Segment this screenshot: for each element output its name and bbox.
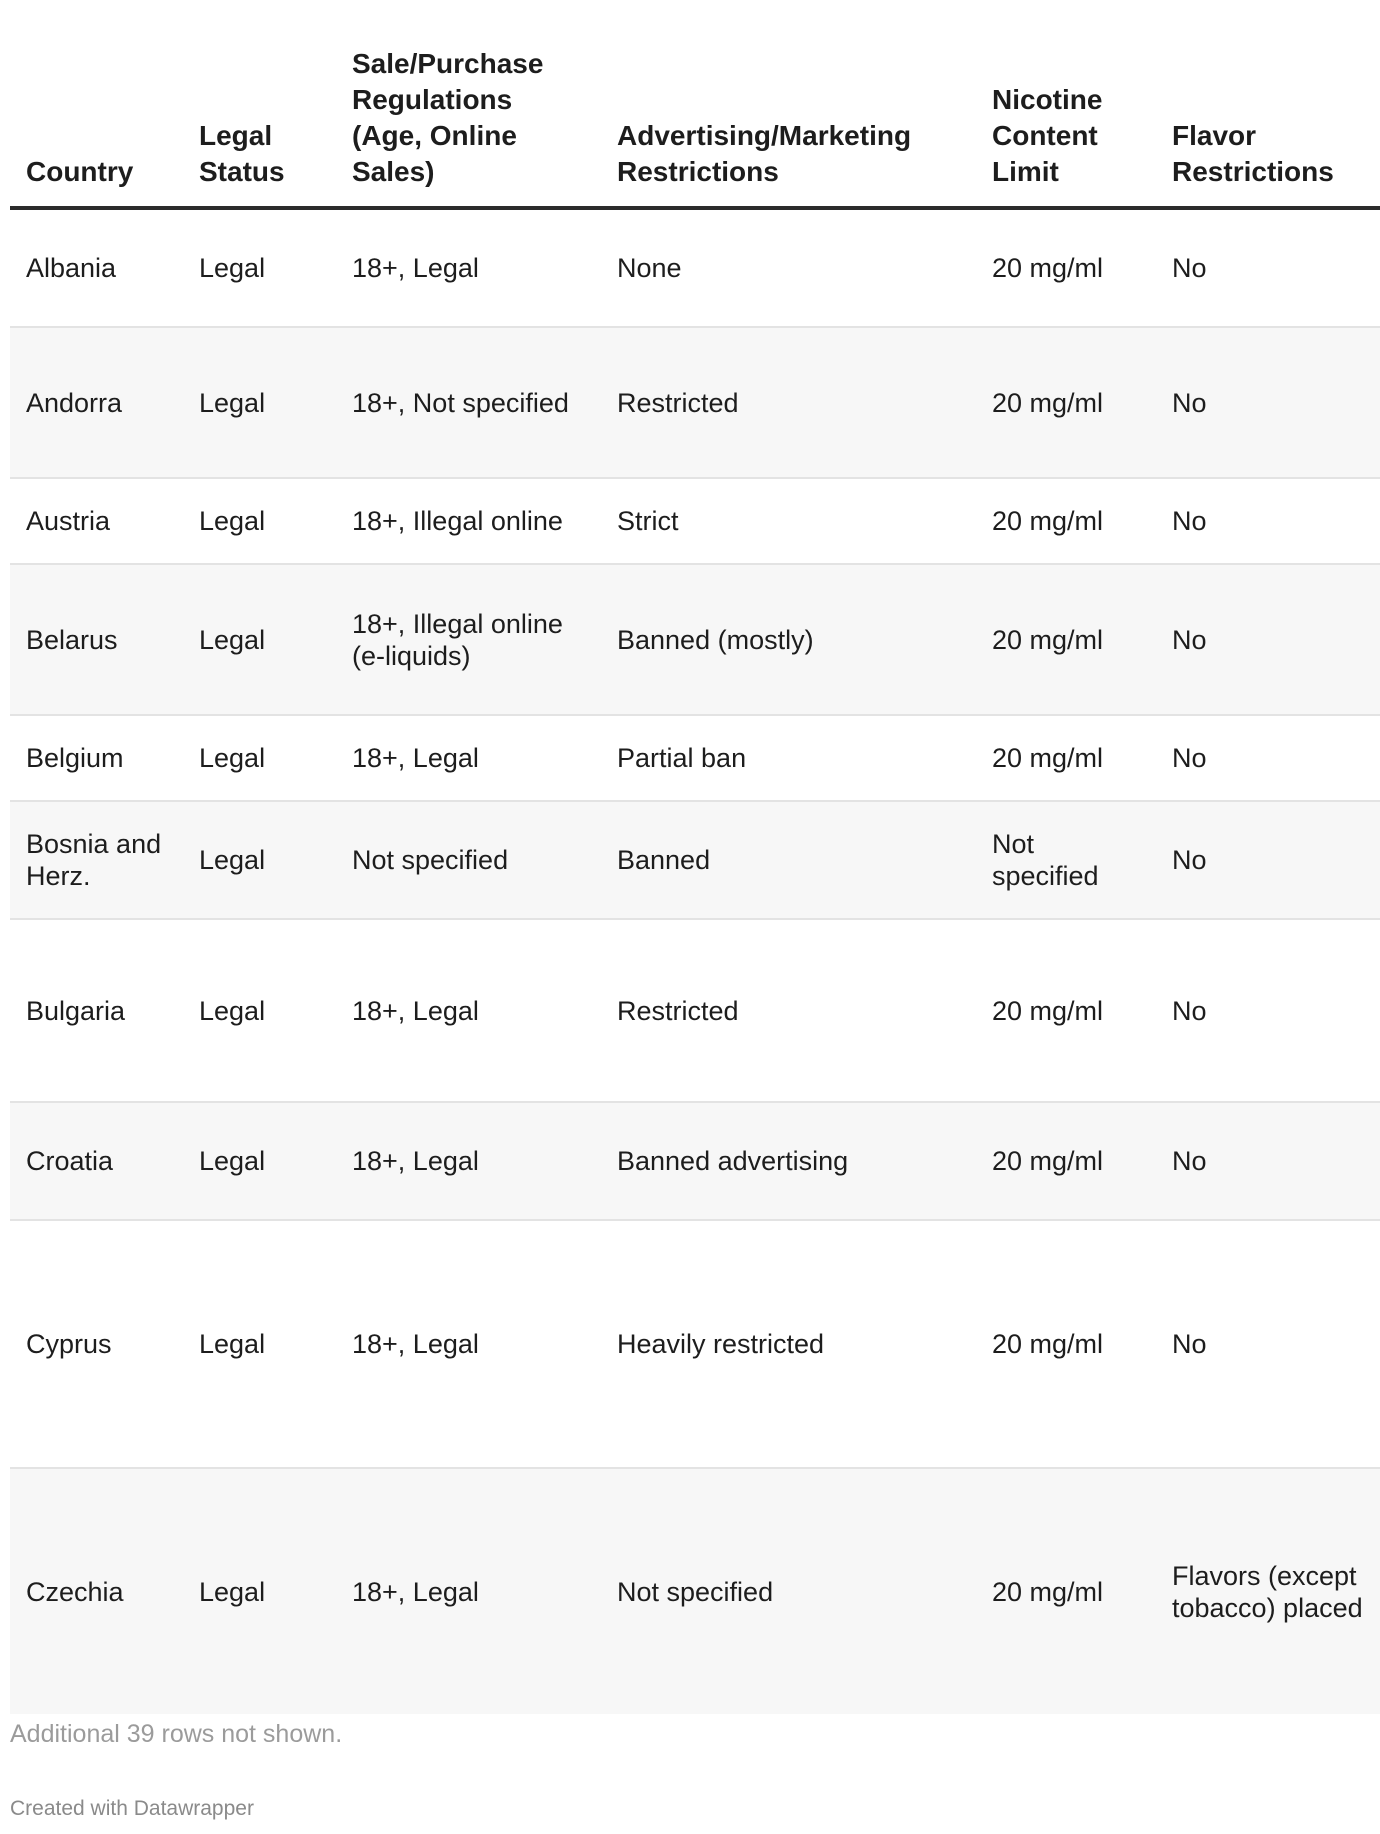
header-row (10, 0, 1380, 208)
cell-country: Cyprus (10, 1220, 183, 1468)
header-nicotine-limit[interactable]: Nicotine Content Limit (976, 0, 1156, 208)
cell-flavor-restrictions: No (1156, 919, 1380, 1102)
cell-flavor-restrictions: No (1156, 478, 1380, 564)
cell-legal-status: Legal (183, 208, 336, 327)
header-advertising-restrictions[interactable]: Advertising/Marketing Restrictions (601, 0, 976, 208)
header-sale-purchase-regulations[interactable]: Sale/Purchase Regulations (Age, Online Sales) (336, 0, 601, 208)
cell-advertising: Banned advertising (601, 1102, 976, 1220)
cell-flavor-restrictions: No (1156, 1102, 1380, 1220)
cell-flavor-restrictions: No (1156, 715, 1380, 801)
cell-advertising: Not specified (601, 1468, 976, 1714)
cell-flavor-restrictions: No (1156, 208, 1380, 327)
cell-country: Croatia (10, 1102, 183, 1220)
cell-country: Austria (10, 478, 183, 564)
cell-country: Belarus (10, 564, 183, 715)
cell-legal-status: Legal (183, 1102, 336, 1220)
cell-advertising: Restricted (601, 919, 976, 1102)
cell-country: Bosnia and Herz. (10, 801, 183, 919)
table-notes: Additional 39 rows not shown. (10, 1720, 343, 1748)
cell-advertising: None (601, 208, 976, 327)
cell-sale-regulations: Not specified (336, 801, 601, 919)
cell-legal-status: Legal (183, 1220, 336, 1468)
header-legal-status[interactable]: Legal Status (183, 0, 336, 208)
cell-legal-status: Legal (183, 478, 336, 564)
cell-nicotine-limit: 20 mg/ml (976, 564, 1156, 715)
cell-nicotine-limit: 20 mg/ml (976, 327, 1156, 478)
cell-nicotine-limit: 20 mg/ml (976, 208, 1156, 327)
table-row (10, 919, 1380, 1102)
cell-sale-regulations: 18+, Illegal online (e-liquids) (336, 564, 601, 715)
cell-nicotine-limit: 20 mg/ml (976, 919, 1156, 1102)
cell-country: Andorra (10, 327, 183, 478)
table-header (10, 0, 1380, 208)
table-row (10, 564, 1380, 715)
data-table (10, 0, 1380, 1714)
cell-advertising: Restricted (601, 327, 976, 478)
cell-nicotine-limit: 20 mg/ml (976, 1220, 1156, 1468)
table-row (10, 208, 1380, 327)
header-country[interactable]: Country (10, 0, 183, 208)
cell-advertising: Banned (mostly) (601, 564, 976, 715)
header-flavor-restrictions[interactable]: Flavor Restrictions (1156, 0, 1380, 208)
cell-advertising: Heavily restricted (601, 1220, 976, 1468)
cell-advertising: Banned (601, 801, 976, 919)
credit-link[interactable]: Created with Datawrapper (10, 1797, 254, 1820)
cell-sale-regulations: 18+, Not specified (336, 327, 601, 478)
table-body (10, 208, 1380, 1714)
table-row (10, 478, 1380, 564)
cell-nicotine-limit: 20 mg/ml (976, 478, 1156, 564)
cell-nicotine-limit: 20 mg/ml (976, 1102, 1156, 1220)
cell-nicotine-limit: 20 mg/ml (976, 1468, 1156, 1714)
cell-legal-status: Legal (183, 564, 336, 715)
cell-flavor-restrictions: Flavors (except tobacco) placed (1156, 1468, 1380, 1714)
cell-sale-regulations: 18+, Legal (336, 715, 601, 801)
table-row (10, 715, 1380, 801)
cell-flavor-restrictions: No (1156, 801, 1380, 919)
cell-advertising: Partial ban (601, 715, 976, 801)
cell-sale-regulations: 18+, Legal (336, 208, 601, 327)
table-row (10, 1220, 1380, 1468)
cell-flavor-restrictions: No (1156, 327, 1380, 478)
cell-nicotine-limit: Not specified (976, 801, 1156, 919)
cell-advertising: Strict (601, 478, 976, 564)
cell-sale-regulations: 18+, Legal (336, 1468, 601, 1714)
cell-flavor-restrictions: No (1156, 1220, 1380, 1468)
table-row (10, 801, 1380, 919)
table-row (10, 1102, 1380, 1220)
cell-flavor-restrictions: No (1156, 564, 1380, 715)
cell-sale-regulations: 18+, Legal (336, 1220, 601, 1468)
cell-legal-status: Legal (183, 1468, 336, 1714)
table-row (10, 327, 1380, 478)
table-container (10, 0, 1363, 1834)
cell-sale-regulations: 18+, Illegal online (336, 478, 601, 564)
cell-legal-status: Legal (183, 801, 336, 919)
cell-country: Belgium (10, 715, 183, 801)
cell-country: Czechia (10, 1468, 183, 1714)
cell-sale-regulations: 18+, Legal (336, 919, 601, 1102)
cell-country: Albania (10, 208, 183, 327)
cell-legal-status: Legal (183, 919, 336, 1102)
cell-country: Bulgaria (10, 919, 183, 1102)
cell-legal-status: Legal (183, 327, 336, 478)
cell-sale-regulations: 18+, Legal (336, 1102, 601, 1220)
cell-legal-status: Legal (183, 715, 336, 801)
table-row (10, 1468, 1380, 1714)
cell-nicotine-limit: 20 mg/ml (976, 715, 1156, 801)
